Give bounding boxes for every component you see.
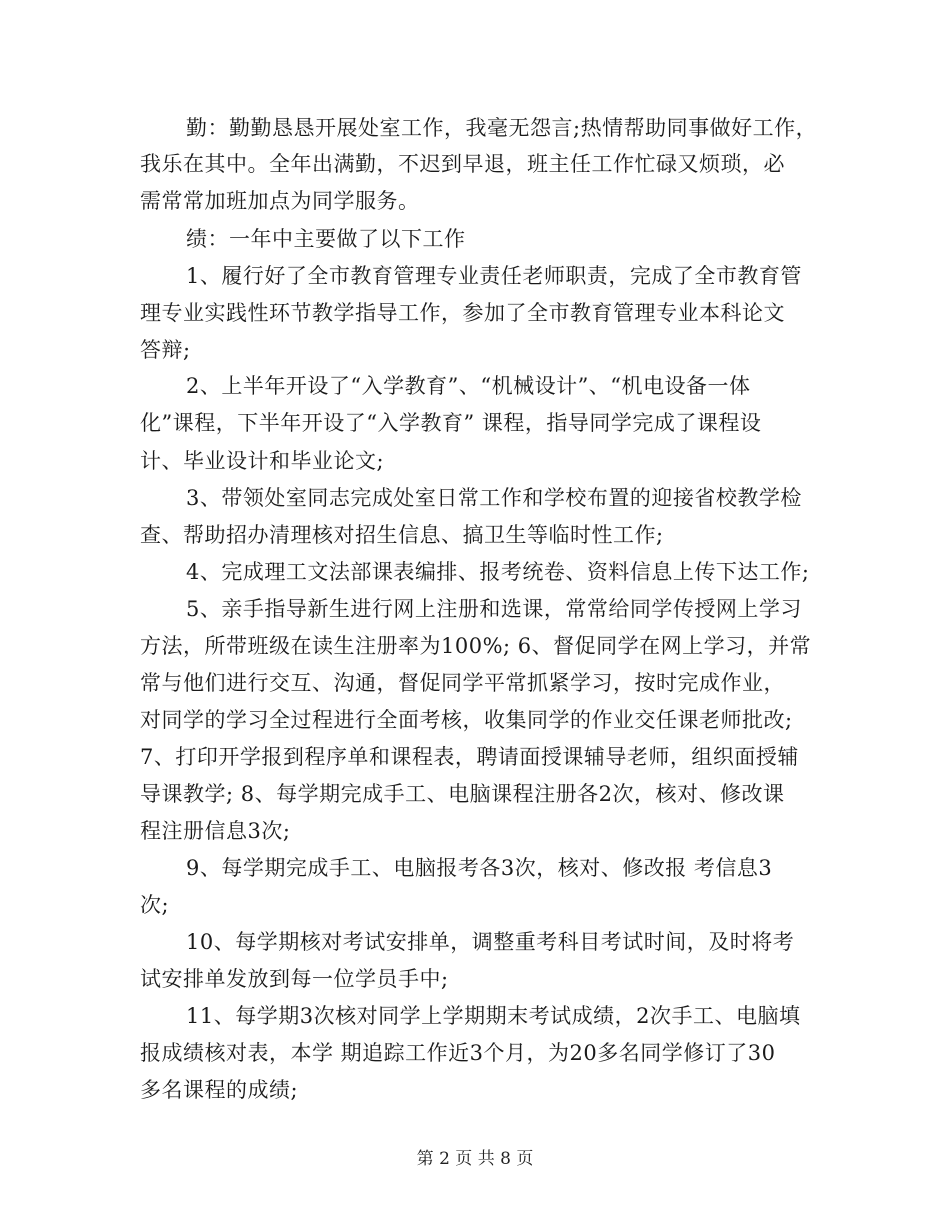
paragraph-line: 对同学的学习全过程进行全面考核，收集同学的作业交任课老师批改; <box>140 708 793 732</box>
paragraph-line: 10、每学期核对考试安排单，调整重考科目考试时间，及时将考 <box>186 930 795 954</box>
paragraph-line: 程注册信息3次; <box>140 819 291 843</box>
paragraph-line: 我乐在其中。全年出满勤，不迟到早退，班主任工作忙碌又烦琐，必 <box>140 152 785 176</box>
paragraph-line: 11、每学期3次核对同学上学期期末考试成绩，2次手工、电脑填 <box>186 1004 801 1028</box>
paragraph-line: 绩：一年中主要做了以下工作 <box>186 227 466 251</box>
paragraph-line: 多名课程的成绩; <box>140 1078 299 1102</box>
paragraph-line: 1、履行好了全市教育管理专业责任老师职责，完成了全市教育管 <box>186 264 802 288</box>
paragraph-line: 需常常加班加点为同学服务。 <box>140 189 420 213</box>
paragraph-line: 9、每学期完成手工、电脑报考各3次，核对、修改报 考信息3 <box>186 856 773 880</box>
paragraph-line: 次; <box>140 893 170 917</box>
paragraph-line: 常与他们进行交互、沟通，督促同学平常抓紧学习，按时完成作业， <box>140 671 785 695</box>
paragraph-line: 计、毕业设计和毕业论文; <box>140 449 385 473</box>
paragraph-line: 2、上半年开设了“入学教育”、“机械设计”、“机电设备一体 <box>186 374 751 398</box>
paragraph-line: 勤：勤勤恳恳开展处室工作，我毫无怨言;热情帮助同事做好工作， <box>186 116 818 140</box>
paragraph-line: 报成绩核对表，本学 期追踪工作近3个月，为20多名同学修订了30 <box>140 1041 776 1065</box>
paragraph-line: 试安排单发放到每一位学员手中; <box>140 967 449 991</box>
paragraph-line: 查、帮助招办清理核对招生信息、搞卫生等临时性工作; <box>140 523 664 547</box>
paragraph-line: 答辩; <box>140 338 191 362</box>
paragraph-line: 导课教学; 8、每学期完成手工、电脑课程注册各2次，核对、修改课 <box>140 782 785 806</box>
paragraph-line: 化”课程，下半年开设了“入学教育” 课程，指导同学完成了课程设 <box>140 411 762 435</box>
paragraph-line: 4、完成理工文法部课表编排、报考统卷、资料信息上传下达工作; <box>186 560 810 584</box>
paragraph-line: 方法，所带班级在读生注册率为100%; 6、督促同学在网上学习，并常 <box>140 634 812 658</box>
paragraph-line: 理专业实践性环节教学指导工作，参加了全市教育管理专业本科论文 <box>140 301 785 325</box>
paragraph-line: 7、打印开学报到程序单和课程表，聘请面授课辅导老师，组织面授辅 <box>140 745 799 769</box>
paragraph-line: 3、带领处室同志完成处室日常工作和学校布置的迎接省校教学检 <box>186 486 802 510</box>
page-number-footer: 第 2 页 共 8 页 <box>416 1149 534 1169</box>
paragraph-line: 5、亲手指导新生进行网上注册和选课，常常给同学传授网上学习 <box>186 597 802 621</box>
